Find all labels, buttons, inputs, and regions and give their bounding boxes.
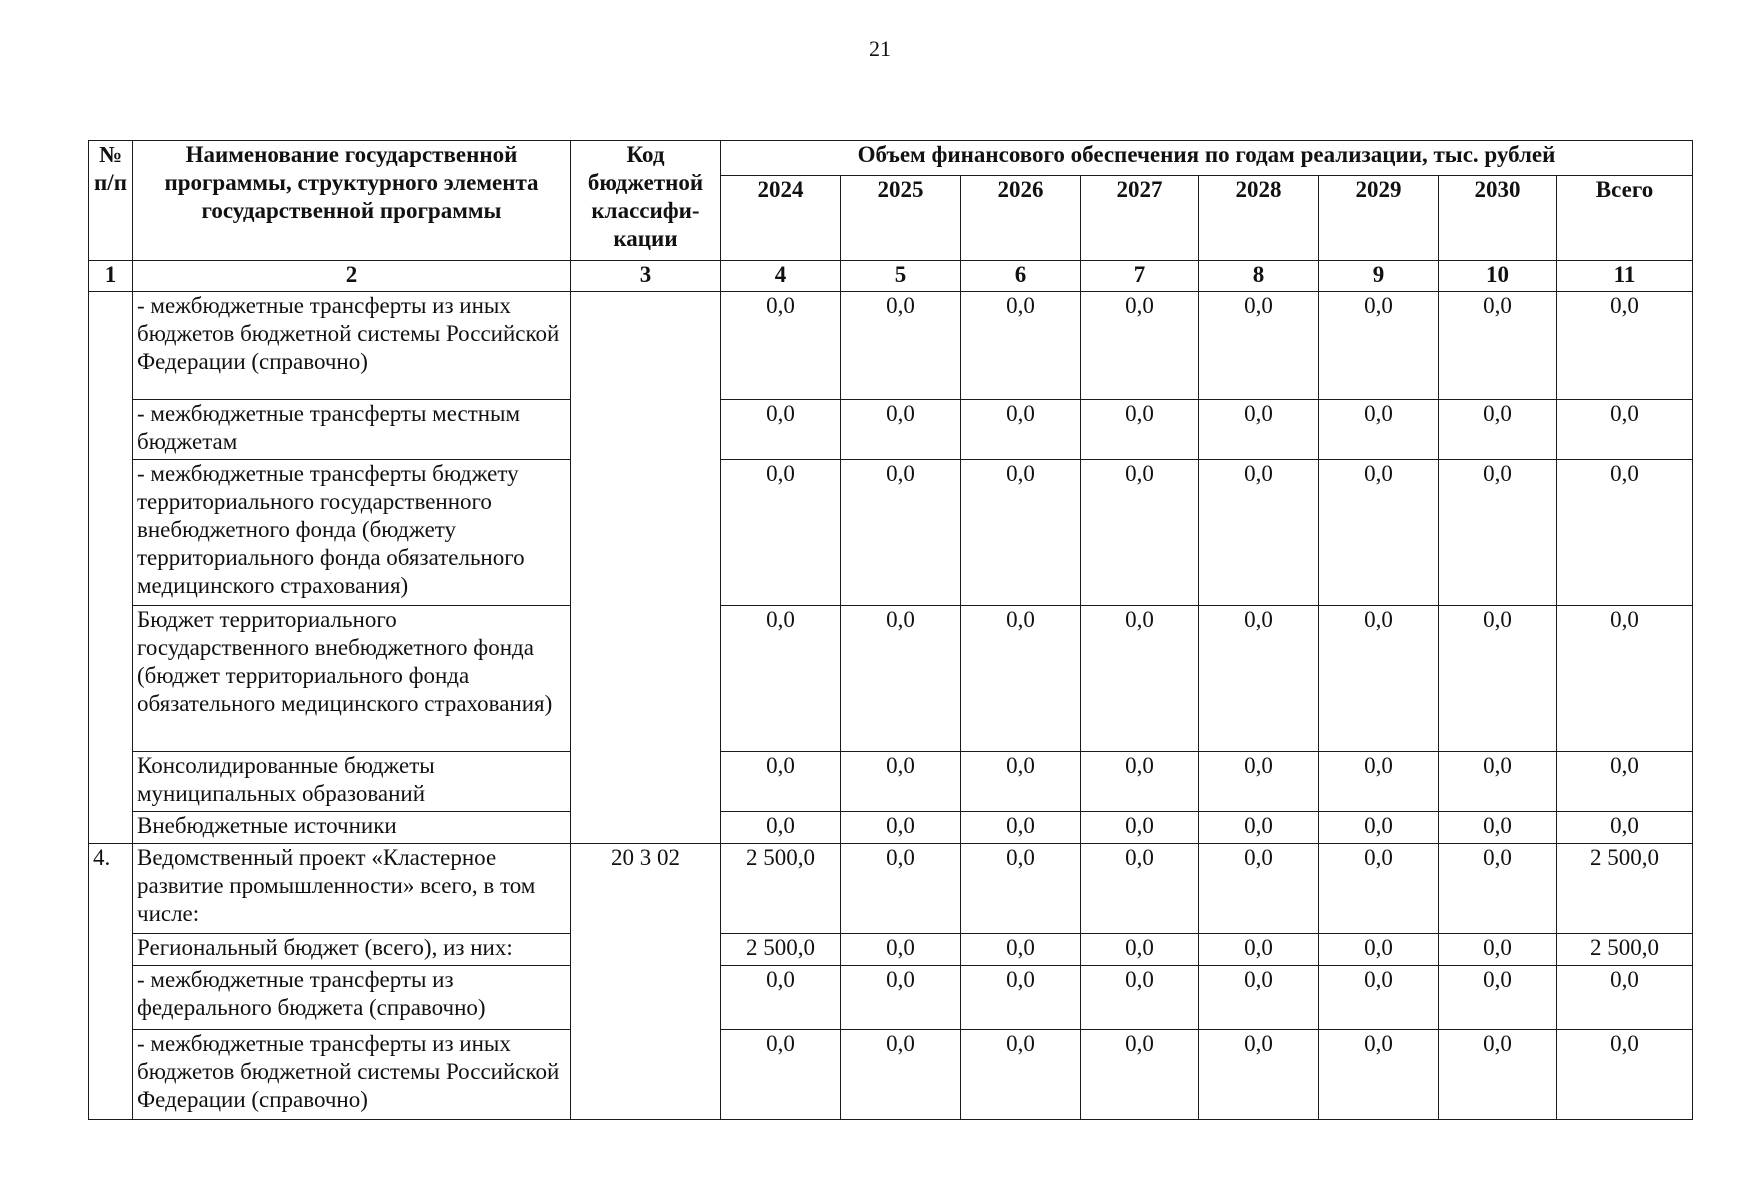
value-2028: 0,0 xyxy=(1199,606,1319,752)
table-row xyxy=(89,812,1693,844)
value-2027: 0,0 xyxy=(1081,460,1199,606)
value-2024: 0,0 xyxy=(721,966,841,1030)
value-2024: 0,0 xyxy=(721,812,841,844)
value-2026: 0,0 xyxy=(961,844,1081,934)
value-2024: 0,0 xyxy=(721,606,841,752)
header-year-2028: 2028 xyxy=(1199,176,1319,261)
header-year-2024: 2024 xyxy=(721,176,841,261)
value-2026: 0,0 xyxy=(961,460,1081,606)
value-2028: 0,0 xyxy=(1199,1030,1319,1120)
value-2025: 0,0 xyxy=(841,844,961,934)
header-total: Всего xyxy=(1557,176,1693,261)
header-year-2025: 2025 xyxy=(841,176,961,261)
value-2029: 0,0 xyxy=(1319,966,1439,1030)
value-2028: 0,0 xyxy=(1199,752,1319,812)
value-2027: 0,0 xyxy=(1081,606,1199,752)
value-2026: 0,0 xyxy=(961,1030,1081,1120)
column-number: 8 xyxy=(1199,261,1319,292)
value-total: 2 500,0 xyxy=(1557,844,1693,934)
row-name: Региональный бюджет (всего), из них: xyxy=(133,934,571,966)
row-name: Бюджет территориального государственного внебюджетного фонда (бюджет территориального фонда обязательного медицинского страхования) xyxy=(133,606,571,752)
table-row xyxy=(89,1030,1693,1120)
header-year-2027: 2027 xyxy=(1081,176,1199,261)
value-2029: 0,0 xyxy=(1319,934,1439,966)
value-total: 0,0 xyxy=(1557,812,1693,844)
value-2030: 0,0 xyxy=(1439,812,1557,844)
value-2030: 0,0 xyxy=(1439,934,1557,966)
column-number: 4 xyxy=(721,261,841,292)
value-2029: 0,0 xyxy=(1319,1030,1439,1120)
value-2028: 0,0 xyxy=(1199,400,1319,460)
table-row xyxy=(89,292,1693,400)
value-2026: 0,0 xyxy=(961,934,1081,966)
value-2025: 0,0 xyxy=(841,1030,961,1120)
column-number: 7 xyxy=(1081,261,1199,292)
value-total: 0,0 xyxy=(1557,606,1693,752)
value-2029: 0,0 xyxy=(1319,460,1439,606)
value-2024: 2 500,0 xyxy=(721,844,841,934)
column-number: 9 xyxy=(1319,261,1439,292)
value-2025: 0,0 xyxy=(841,292,961,400)
value-total: 0,0 xyxy=(1557,1030,1693,1120)
value-2025: 0,0 xyxy=(841,966,961,1030)
value-2027: 0,0 xyxy=(1081,400,1199,460)
row-name: Консолидированные бюджеты муниципальных образований xyxy=(133,752,571,812)
value-2026: 0,0 xyxy=(961,606,1081,752)
value-total: 2 500,0 xyxy=(1557,934,1693,966)
table-row xyxy=(89,400,1693,460)
value-2024: 0,0 xyxy=(721,752,841,812)
value-2029: 0,0 xyxy=(1319,844,1439,934)
value-2030: 0,0 xyxy=(1439,292,1557,400)
row-name: Ведомственный проект «Кластерное развитие промышленности» всего, в том числе: xyxy=(133,844,571,934)
value-2028: 0,0 xyxy=(1199,812,1319,844)
row-name: - межбюджетные трансферты из иных бюджетов бюджетной системы Российской Федерации (справочно) xyxy=(133,1030,571,1120)
value-2028: 0,0 xyxy=(1199,966,1319,1030)
value-2029: 0,0 xyxy=(1319,812,1439,844)
value-2029: 0,0 xyxy=(1319,752,1439,812)
table-row xyxy=(89,934,1693,966)
column-numbers-row xyxy=(89,261,1693,292)
value-2030: 0,0 xyxy=(1439,606,1557,752)
value-2026: 0,0 xyxy=(961,400,1081,460)
value-2024: 2 500,0 xyxy=(721,934,841,966)
value-2030: 0,0 xyxy=(1439,966,1557,1030)
column-number: 2 xyxy=(133,261,571,292)
value-2027: 0,0 xyxy=(1081,812,1199,844)
column-number: 11 xyxy=(1557,261,1693,292)
table-row xyxy=(89,966,1693,1030)
header-col-volume: Объем финансового обеспечения по годам реализации, тыс. рублей xyxy=(721,141,1693,176)
value-2030: 0,0 xyxy=(1439,1030,1557,1120)
value-2030: 0,0 xyxy=(1439,752,1557,812)
value-2029: 0,0 xyxy=(1319,606,1439,752)
value-2026: 0,0 xyxy=(961,812,1081,844)
row-name: - межбюджетные трансферты из иных бюджетов бюджетной системы Российской Федерации (справочно) xyxy=(133,292,571,400)
value-2025: 0,0 xyxy=(841,606,961,752)
value-2025: 0,0 xyxy=(841,934,961,966)
column-number: 6 xyxy=(961,261,1081,292)
column-number: 1 xyxy=(89,261,133,292)
value-2025: 0,0 xyxy=(841,752,961,812)
value-2024: 0,0 xyxy=(721,292,841,400)
row-index-cell xyxy=(89,292,133,844)
value-total: 0,0 xyxy=(1557,460,1693,606)
value-2026: 0,0 xyxy=(961,752,1081,812)
value-2030: 0,0 xyxy=(1439,460,1557,606)
value-total: 0,0 xyxy=(1557,752,1693,812)
page-number: 21 xyxy=(869,36,891,61)
value-2025: 0,0 xyxy=(841,400,961,460)
table-row xyxy=(89,752,1693,812)
row-name: - межбюджетные трансферты из федерального бюджета (справочно) xyxy=(133,966,571,1030)
value-2030: 0,0 xyxy=(1439,400,1557,460)
value-2028: 0,0 xyxy=(1199,934,1319,966)
header-year-2029: 2029 xyxy=(1319,176,1439,261)
header-col-code: Код бюджетной классифи-кации xyxy=(571,141,721,261)
column-number: 3 xyxy=(571,261,721,292)
table-row xyxy=(89,606,1693,752)
value-2024: 0,0 xyxy=(721,1030,841,1120)
row-name: Внебюджетные источники xyxy=(133,812,571,844)
header-year-2030: 2030 xyxy=(1439,176,1557,261)
value-2027: 0,0 xyxy=(1081,934,1199,966)
value-total: 0,0 xyxy=(1557,966,1693,1030)
column-number: 10 xyxy=(1439,261,1557,292)
header-col-num: № п/п xyxy=(89,141,133,261)
value-2025: 0,0 xyxy=(841,812,961,844)
header-col-name: Наименование государственной программы, структурного элемента государственной программы xyxy=(133,141,571,261)
value-2024: 0,0 xyxy=(721,460,841,606)
value-2030: 0,0 xyxy=(1439,844,1557,934)
budget-table xyxy=(88,140,1693,1120)
value-2028: 0,0 xyxy=(1199,292,1319,400)
row-code-cell xyxy=(571,292,721,844)
row-name: - межбюджетные трансферты местным бюджетам xyxy=(133,400,571,460)
table-row xyxy=(89,844,1693,934)
value-total: 0,0 xyxy=(1557,400,1693,460)
value-2027: 0,0 xyxy=(1081,966,1199,1030)
value-2027: 0,0 xyxy=(1081,752,1199,812)
value-2029: 0,0 xyxy=(1319,292,1439,400)
header-row-top xyxy=(89,141,1693,176)
value-2028: 0,0 xyxy=(1199,844,1319,934)
value-total: 0,0 xyxy=(1557,292,1693,400)
value-2025: 0,0 xyxy=(841,460,961,606)
value-2026: 0,0 xyxy=(961,292,1081,400)
value-2027: 0,0 xyxy=(1081,292,1199,400)
table-row xyxy=(89,460,1693,606)
value-2027: 0,0 xyxy=(1081,1030,1199,1120)
value-2029: 0,0 xyxy=(1319,400,1439,460)
row-name: - межбюджетные трансферты бюджету территориального государственного внебюджетного фонда (бюджету территориального фонда обязательного медицинского страхования) xyxy=(133,460,571,606)
header-year-2026: 2026 xyxy=(961,176,1081,261)
value-2026: 0,0 xyxy=(961,966,1081,1030)
row-code: 20 3 02 xyxy=(571,844,721,1120)
column-number: 5 xyxy=(841,261,961,292)
value-2028: 0,0 xyxy=(1199,460,1319,606)
value-2024: 0,0 xyxy=(721,400,841,460)
value-2027: 0,0 xyxy=(1081,844,1199,934)
row-index: 4. xyxy=(89,844,133,1120)
